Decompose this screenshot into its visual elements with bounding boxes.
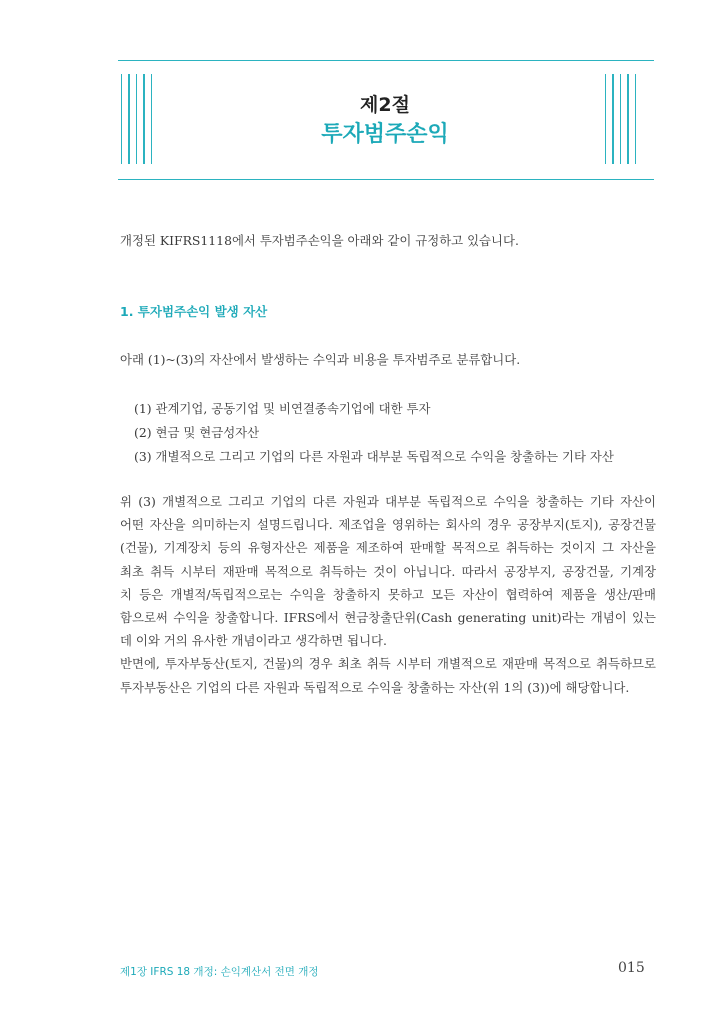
- page-number: 015: [618, 960, 645, 976]
- list-item: (2) 현금 및 현금성자산: [134, 425, 260, 440]
- paragraph-line: 반면에, 투자부동산(토지, 건물)의 경우 최초 취득 시부터 개별적으로 재판매 목적으로 취득하므로: [120, 656, 656, 672]
- paragraph-line: 치 등은 개별적/독립적으로는 수익을 창출하지 못하고 모든 자산이 협력하여 제품을 생산/판매: [120, 586, 656, 602]
- list-item: (1) 관계기업, 공동기업 및 비연결종속기업에 대한 투자: [134, 401, 431, 416]
- paragraph-line: 어떤 자산을 의미하는지 설명드립니다. 제조업을 영위하는 회사의 경우 공장부지(토지), 공장건물: [120, 517, 656, 533]
- paragraph-line: (건물), 기계장치 등의 유형자산은 제품을 제조하여 판매할 목적으로 취득하는 것이지 그 자산을: [120, 540, 656, 556]
- intro-text: 개정된 KIFRS1118에서 투자범주손익을 아래와 같이 규정하고 있습니다.: [120, 233, 519, 248]
- chapter-label: 제2절: [360, 94, 410, 116]
- paragraph-line: 위 (3) 개별적으로 그리고 기업의 다른 자원과 대부분 독립적으로 수익을 창출하는 기타 자산이: [120, 494, 656, 509]
- list-item: (3) 개별적으로 그리고 기업의 다른 자원과 대부분 독립적으로 수익을 창출하는 기타 자산: [134, 449, 614, 464]
- paragraph-line: 데 이와 거의 유사한 개념이라고 생각하면 됩니다.: [120, 633, 387, 649]
- paragraph-line: 함으로써 수익을 창출합니다. IFRS에서 현금창출단위(Cash generating unit)라는 개념이 있는: [120, 610, 656, 626]
- header-bottom-rule: [118, 179, 654, 180]
- explanation-paragraph: [120, 490, 656, 699]
- footer-chapter: 제1장 IFRS 18 개정: 손익계산서 전면 개정: [120, 966, 319, 978]
- paragraph-line: 최초 취득 시부터 재판매 목적으로 취득하는 것이 아닙니다. 따라서 공장부지, 공장건물, 기계장: [120, 563, 656, 579]
- chapter-title: 투자범주손익: [321, 122, 449, 147]
- section-lead: 아래 (1)~(3)의 자산에서 발생하는 수익과 비용을 투자범주로 분류합니다.: [120, 352, 521, 367]
- header-top-rule: [118, 60, 654, 61]
- section-heading: 1. 투자범주손익 발생 자산: [120, 304, 268, 319]
- paragraph-line: 투자부동산은 기업의 다른 자원과 독립적으로 수익을 창출하는 자산(위 1의 (3))에 해당합니다.: [120, 679, 630, 695]
- asset-list: [134, 397, 614, 469]
